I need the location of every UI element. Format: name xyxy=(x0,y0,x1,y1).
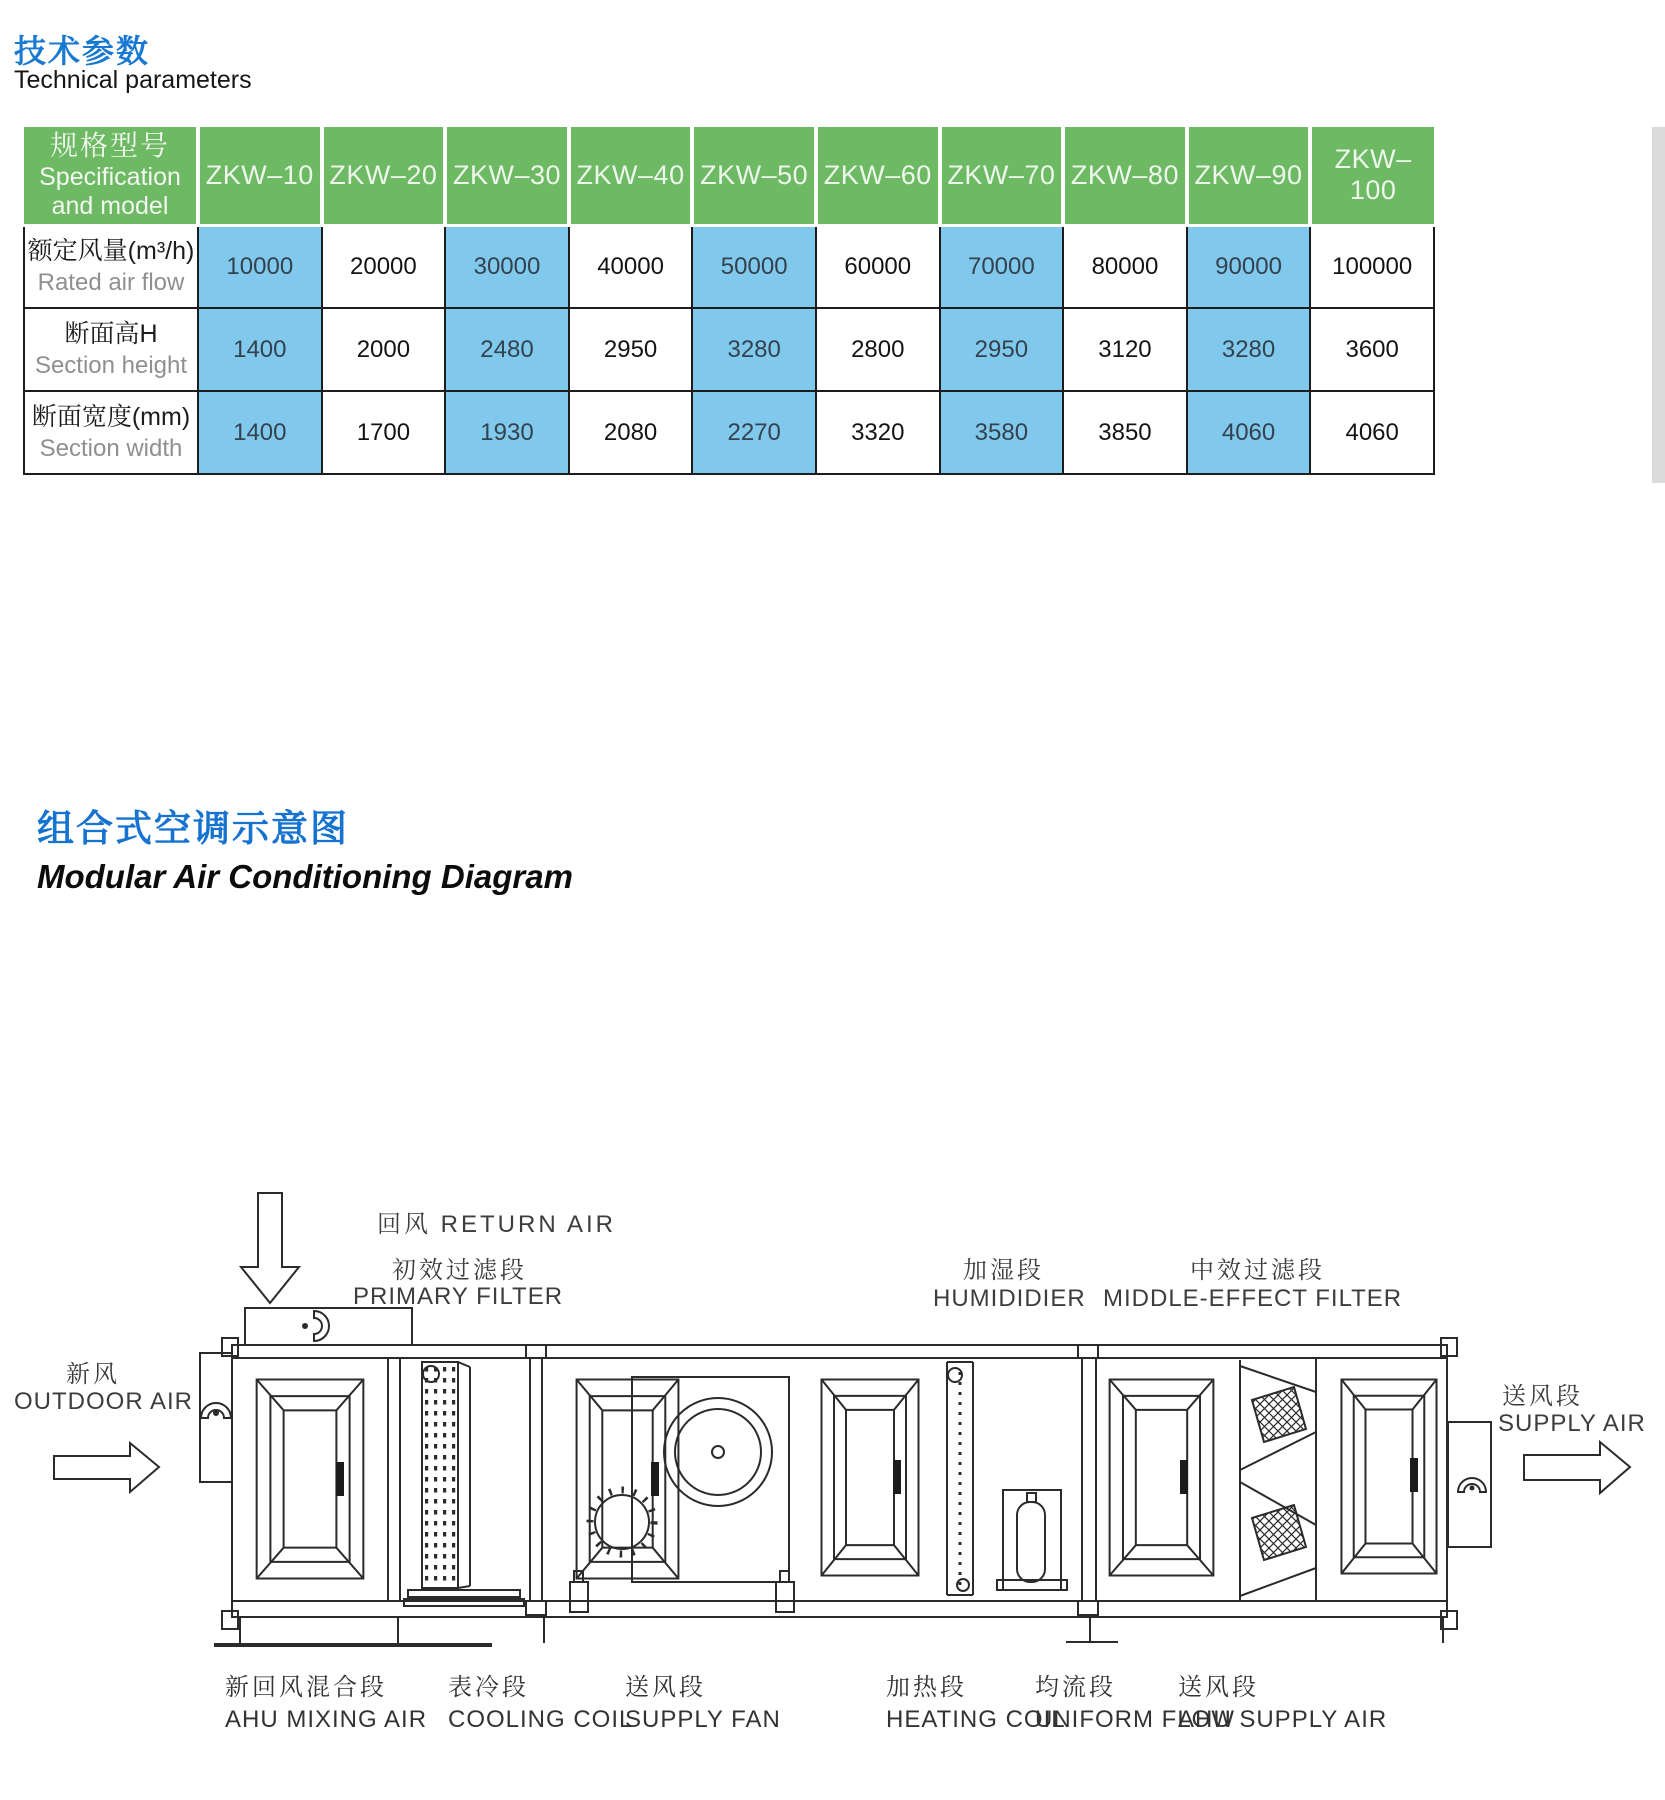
row-label: 断面宽度(mm) Section width xyxy=(24,391,198,474)
value-cell: 1400 xyxy=(198,308,322,391)
section-label: 新回风混合段 AHU MIXING AIR xyxy=(225,1674,428,1733)
model-header: ZKW–40 xyxy=(569,127,693,225)
return-air-label: 回风 RETURN AIR xyxy=(377,1211,617,1238)
section-label: 均流段 UNIFORM FLOW xyxy=(1035,1674,1235,1733)
uniform-flow-door xyxy=(1110,1379,1214,1575)
primary-filter-label-en: PRIMARY FILTER xyxy=(353,1283,564,1310)
page-title-zh: 技术参数 xyxy=(14,33,151,69)
value-cell: 10000 xyxy=(198,225,322,308)
section-label: 送风段 AHU SUPPLY AIR xyxy=(1178,1674,1388,1733)
row-label: 额定风量(m³/h) Rated air flow xyxy=(24,225,198,308)
model-header: ZKW–70 xyxy=(940,127,1064,225)
middle-filter-label-en: MIDDLE-EFFECT FILTER xyxy=(1103,1285,1403,1312)
value-cell: 1930 xyxy=(445,391,569,474)
humidifier-label-en: HUMIDIDIER xyxy=(933,1285,1086,1312)
value-cell: 1400 xyxy=(198,391,322,474)
value-cell: 30000 xyxy=(445,225,569,308)
value-cell: 1700 xyxy=(322,391,446,474)
diagram-title-zh: 组合式空调示意图 xyxy=(37,808,349,849)
corner-header-en2: and model xyxy=(51,192,169,221)
section-label: 送风段 SUPPLY FAN xyxy=(625,1674,781,1733)
humidifier-tank xyxy=(1017,1502,1045,1582)
value-cell: 80000 xyxy=(1063,225,1187,308)
supply-air-label-en: SUPPLY AIR xyxy=(1498,1410,1646,1437)
humidifier-label-zh: 加湿段 xyxy=(963,1257,1044,1284)
model-header: ZKW–10 xyxy=(198,127,322,225)
model-header: ZKW–30 xyxy=(445,127,569,225)
value-cell: 3120 xyxy=(1063,308,1187,391)
return-air-down-arrow xyxy=(241,1193,299,1303)
value-cell: 90000 xyxy=(1187,225,1311,308)
value-cell: 20000 xyxy=(322,225,446,308)
middle-filter-label-zh: 中效过滤段 xyxy=(1190,1257,1325,1284)
value-cell: 4060 xyxy=(1310,391,1434,474)
value-cell: 2270 xyxy=(692,391,816,474)
corner-header-zh: 规格型号 xyxy=(49,130,170,162)
model-header: ZKW–60 xyxy=(816,127,940,225)
value-cell: 40000 xyxy=(569,225,693,308)
model-header: ZKW–80 xyxy=(1063,127,1187,225)
ahu-supply-door xyxy=(1341,1379,1436,1573)
value-cell: 60000 xyxy=(816,225,940,308)
humidifier-box xyxy=(1003,1490,1061,1590)
value-cell: 3280 xyxy=(692,308,816,391)
corner-header-en1: Specification xyxy=(39,163,181,192)
page-title-en: Technical parameters xyxy=(14,66,252,94)
value-cell: 2080 xyxy=(569,391,693,474)
supply-air-arrow xyxy=(1524,1442,1630,1493)
model-header: ZKW–50 xyxy=(692,127,816,225)
outdoor-air-label-zh: 新风 xyxy=(66,1361,120,1388)
value-cell: 3580 xyxy=(940,391,1064,474)
section-label: 加热段 HEATING COIL xyxy=(886,1674,1066,1733)
mixing-section-door xyxy=(257,1380,364,1579)
value-cell: 4060 xyxy=(1187,391,1311,474)
row-label: 断面高H Section height xyxy=(24,308,198,391)
value-cell: 70000 xyxy=(940,225,1064,308)
value-cell: 2800 xyxy=(816,308,940,391)
model-header: ZKW–100 xyxy=(1310,127,1434,225)
value-cell: 2950 xyxy=(940,308,1064,391)
value-cell: 2950 xyxy=(569,308,693,391)
value-cell: 3850 xyxy=(1063,391,1187,474)
value-cell: 3280 xyxy=(1187,308,1311,391)
middle-filter-cell-top xyxy=(1252,1387,1306,1442)
outdoor-air-arrow xyxy=(54,1443,159,1492)
value-cell: 50000 xyxy=(692,225,816,308)
supply-fan-door xyxy=(822,1379,919,1575)
supply-air-label-zh: 送风段 xyxy=(1502,1383,1583,1410)
section-label: 表冷段 COOLING COIL xyxy=(448,1674,634,1733)
model-header: ZKW–90 xyxy=(1187,127,1311,225)
middle-filter-cell-bottom xyxy=(1252,1505,1306,1560)
value-cell: 3600 xyxy=(1310,308,1434,391)
model-header: ZKW–20 xyxy=(322,127,446,225)
fan-wheel xyxy=(664,1398,772,1506)
value-cell: 100000 xyxy=(1310,225,1434,308)
primary-filter-label-zh: 初效过滤段 xyxy=(392,1257,527,1284)
primary-filter-slab xyxy=(422,1362,458,1588)
value-cell: 2480 xyxy=(445,308,569,391)
outdoor-air-label-en: OUTDOOR AIR xyxy=(14,1388,194,1415)
diagram-title-en: Modular Air Conditioning Diagram xyxy=(37,858,573,895)
value-cell: 2000 xyxy=(322,308,446,391)
value-cell: 3320 xyxy=(816,391,940,474)
